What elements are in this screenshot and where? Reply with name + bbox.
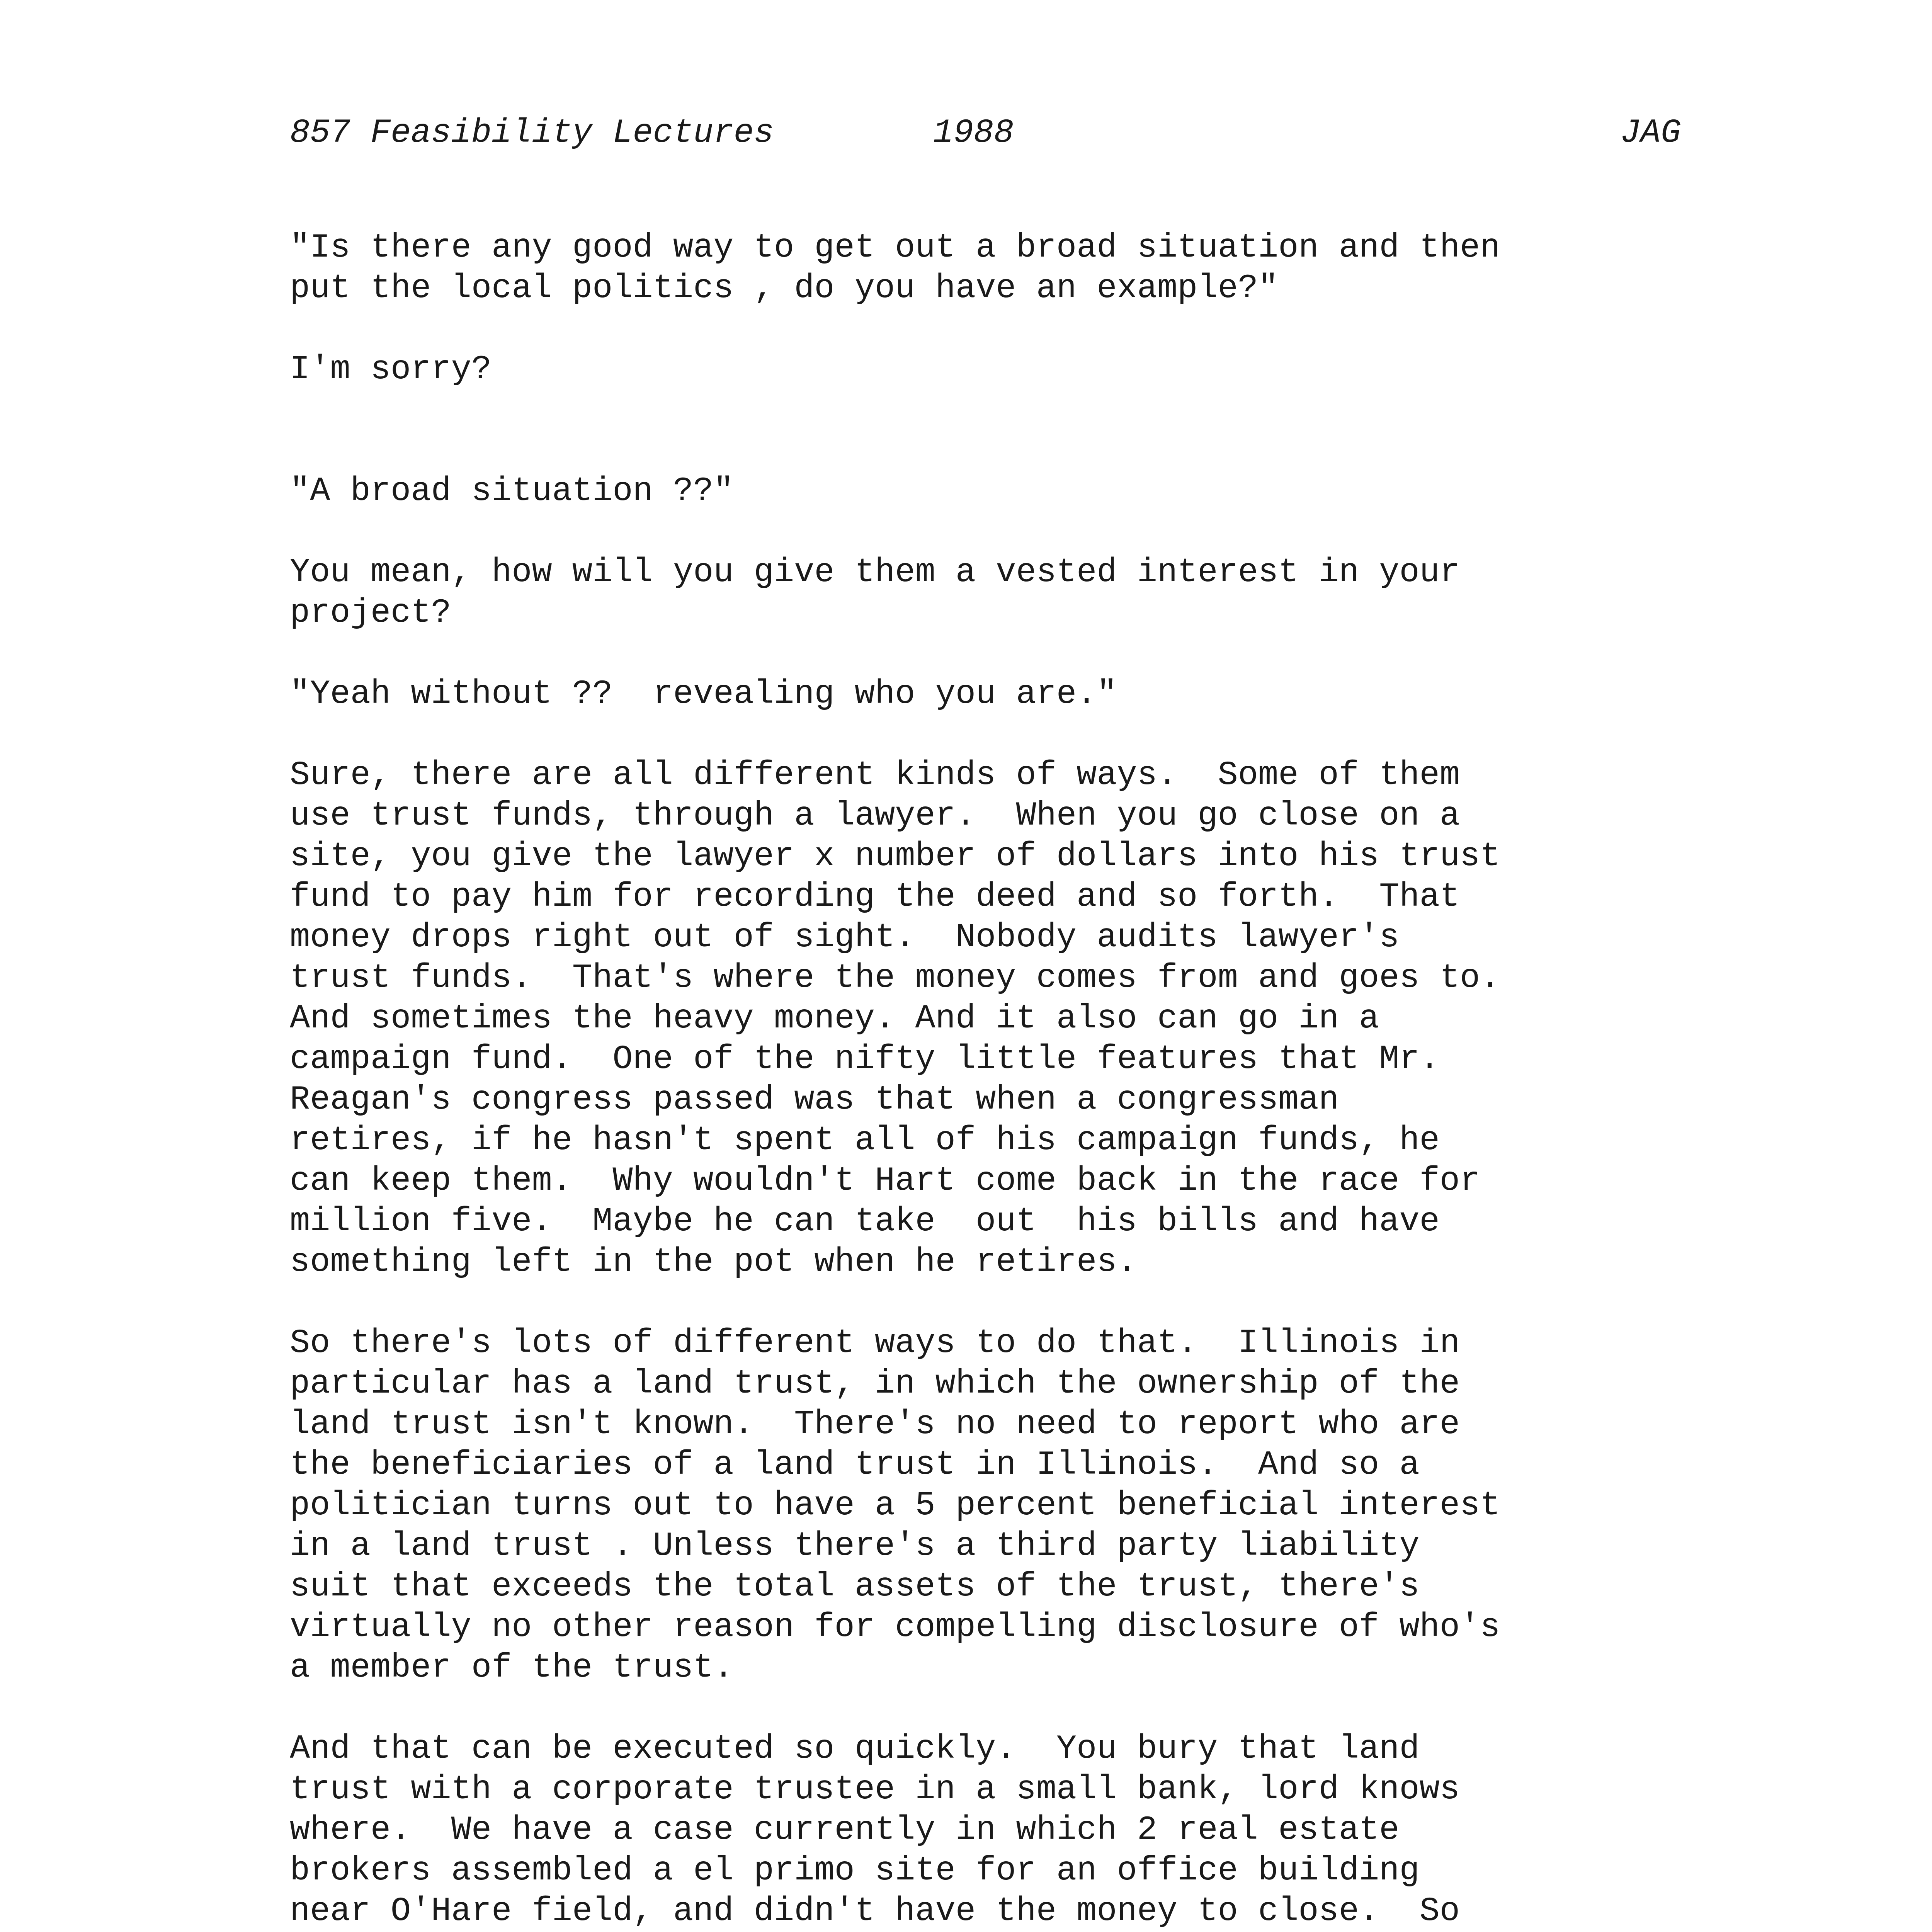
question-paragraph: "Is there any good way to get out a broad situation and then put the local politics , do you have an example?" bbox=[290, 229, 1500, 308]
paragraph-spacer bbox=[290, 1689, 1700, 1729]
paragraph-spacer bbox=[290, 512, 1700, 553]
header-course-title: 857 Feasibility Lectures bbox=[290, 114, 774, 152]
running-header bbox=[290, 112, 1681, 155]
answer-paragraph: I'm sorry? bbox=[290, 351, 492, 389]
answer-paragraph: So there's lots of different ways to do that. Illinois in particular has a land trust, in which the ownership of the land trust isn't known. There's no need to report who are the beneficiaries of a land trust in Illinois. And so a politician turns out to have a 5 percent beneficial interest in a land trust . Unless there's a third party liability suit that exceeds the total assets of the trust, there's virtually no other reason for compelling disclosure of who's a member of the trust. bbox=[290, 1325, 1500, 1687]
header-year: 1988 bbox=[933, 114, 1014, 152]
transcript-body bbox=[290, 228, 1700, 1932]
paragraph-spacer bbox=[290, 390, 1700, 471]
answer-paragraph: And that can be executed so quickly. You bury that land trust with a corporate trustee in a small bank, lord knows where. We have a case currently in which 2 real estate brokers assembled a el primo site for an office building near O'Hare field, and didn't have the money to close. So bbox=[290, 1730, 1460, 1930]
paragraph-spacer bbox=[290, 715, 1700, 755]
answer-paragraph: Sure, there are all different kinds of ways. Some of them use trust funds, through a lawyer. When you go close on a site, you give the lawyer x number of dollars into his trust fund to pay him for recording the deed and so forth. That money drops right out of sight. Nobody audits lawyer's trust funds. That's where the money comes from and goes to. And sometimes the heavy money. And it also can go in a campaign fund. One of the nifty little features that Mr. Reagan's congress passed was that when a congressman retires, if he hasn't spent all of his campaign funds, he can keep them. Why wouldn't Hart come back in the race for million five. Maybe he can take out his bills and have something left in the pot when he retires. bbox=[290, 757, 1500, 1281]
question-paragraph: "Yeah without ?? revealing who you are." bbox=[290, 675, 1117, 713]
answer-paragraph: You mean, how will you give them a vested interest in your project? bbox=[290, 554, 1460, 632]
header-author-initials: JAG bbox=[1620, 114, 1681, 152]
paragraph-spacer bbox=[290, 634, 1700, 674]
paragraph-spacer bbox=[290, 309, 1700, 350]
paragraph-spacer bbox=[290, 1283, 1700, 1323]
question-paragraph: "A broad situation ??" bbox=[290, 473, 734, 510]
